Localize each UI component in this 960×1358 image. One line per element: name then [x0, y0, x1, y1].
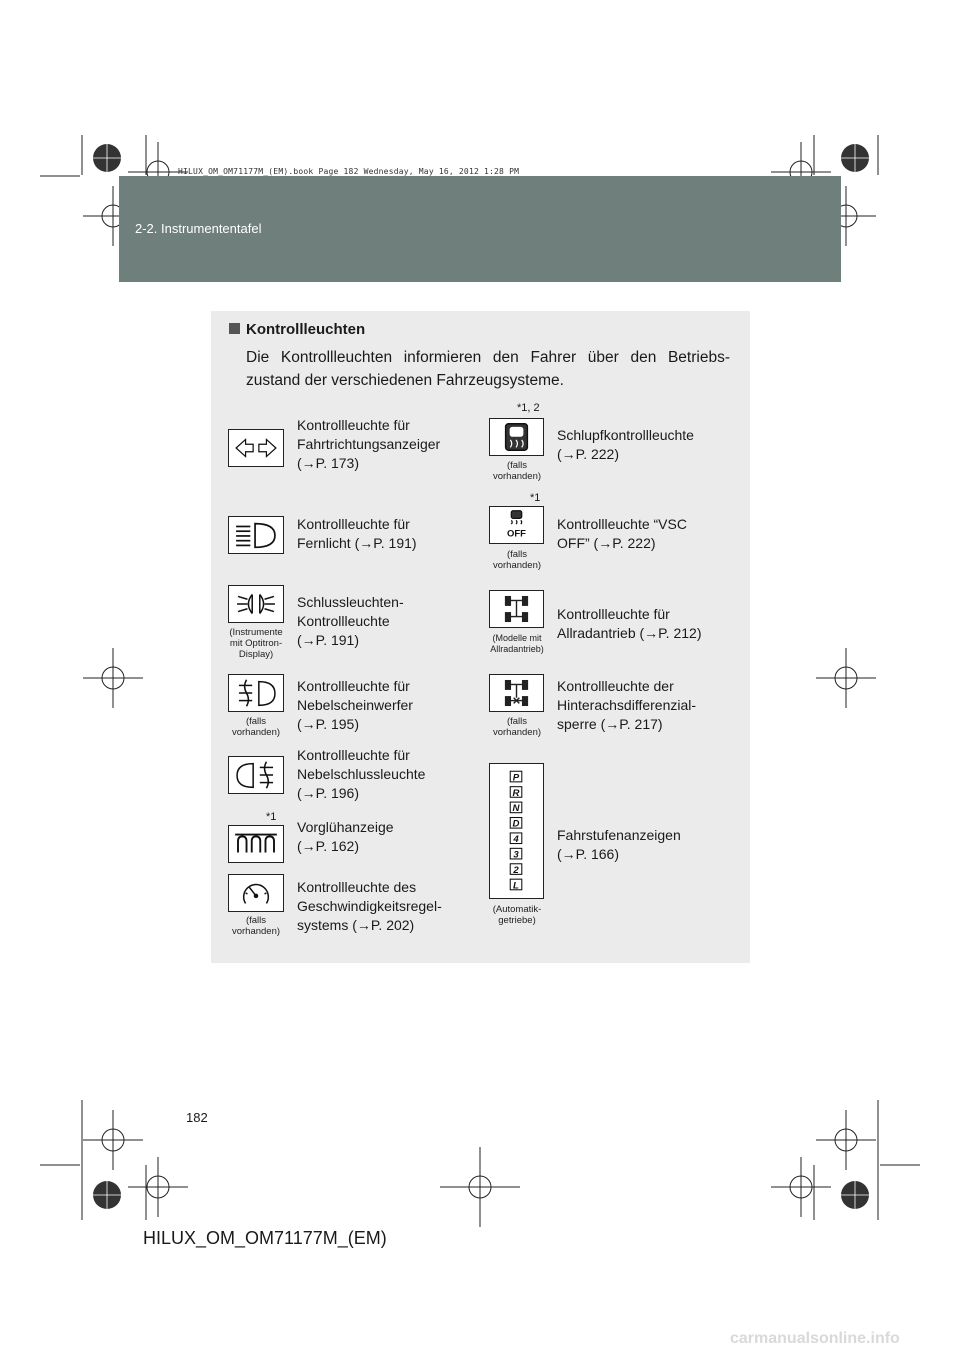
desc-line: Kontrollleuchte der [557, 678, 674, 694]
front-fog-light-indicator-icon [228, 674, 284, 712]
desc-line: (→P. 173) [297, 455, 359, 471]
vsc-off-icon-label: OFF [507, 528, 526, 540]
slip-indicator-icon [489, 418, 544, 456]
right-item-2-desc [557, 515, 687, 553]
left-item-6-desc [297, 818, 394, 856]
left-item-7-desc [297, 878, 442, 935]
desc-line: Kontrollleuchte [297, 613, 390, 629]
right-item-1-note: (falls vorhanden) [492, 460, 542, 482]
tail-light-indicator-icon [228, 585, 284, 623]
desc-line: Schlupfkontrollleuchte [557, 427, 694, 443]
desc-line: OFF” (→P. 222) [557, 535, 656, 551]
left-item-3-desc [297, 593, 404, 650]
gear-2: 2 [513, 864, 519, 876]
left-item-3-note: (Instrumente mit Optitron-Display) [229, 627, 283, 660]
gear-4: 4 [513, 834, 519, 846]
desc-line: Kontrollleuchte des [297, 879, 417, 895]
desc-line: (→P. 166) [557, 846, 619, 862]
desc-line: Schlussleuchten- [297, 594, 404, 610]
desc-line: (→P. 222) [557, 446, 619, 462]
desc-line: Kontrollleuchte “VSC [557, 516, 687, 532]
right-item-3-note: (Modelle mit Allradantrieb) [490, 633, 544, 654]
right-item-3-desc [557, 605, 701, 643]
gear-r: R [512, 787, 520, 799]
desc-line: Hinterachsdifferenzial- [557, 697, 697, 713]
desc-line: Fernlicht (→P. 191) [297, 535, 417, 551]
left-item-1-desc [297, 416, 440, 473]
desc-line: Kontrollleuchte für [297, 417, 410, 433]
right-item-5-note: (Automatik-getriebe) [492, 904, 542, 926]
right-item-4-note: (falls vorhanden) [492, 716, 542, 738]
section-breadcrumb: 2-2. Instrumententafel [135, 221, 262, 236]
right-item-4-desc [557, 677, 696, 734]
desc-line: Kontrollleuchte für [297, 678, 410, 694]
right-item-1-footnote-marker: *1, 2 [517, 402, 540, 414]
glow-plug-indicator-icon [228, 825, 284, 863]
desc-line: Fahrstufenanzeigen [557, 827, 681, 843]
turn-signal-indicator-icon [228, 429, 284, 467]
desc-line: Kontrollleuchte für [297, 747, 410, 763]
rear-differential-lock-indicator-icon [489, 674, 544, 712]
right-item-2-footnote-marker: *1 [530, 492, 541, 504]
desc-line: Allradantrieb (→P. 212) [557, 625, 702, 641]
page-number: 182 [186, 1110, 208, 1125]
rear-fog-light-indicator-icon [228, 756, 284, 794]
gear-n: N [512, 803, 520, 815]
gear-3: 3 [513, 849, 519, 861]
desc-line: Fahrtrichtungsanzeiger [297, 436, 441, 452]
desc-line: Geschwindigkeitsregel- [297, 898, 442, 914]
desc-line: systems (→P. 202) [297, 917, 415, 933]
section-title [229, 321, 365, 338]
vsc-off-indicator-icon [489, 506, 544, 544]
left-item-7-note: (falls vorhanden) [231, 915, 281, 937]
cruise-control-indicator-icon [228, 874, 284, 912]
desc-line: (→P. 196) [297, 785, 359, 801]
desc-line: (→P. 195) [297, 716, 359, 732]
desc-line: Kontrollleuchte für [297, 516, 410, 532]
site-watermark: carmanualsonline.info [730, 1330, 900, 1347]
right-item-2-note: (falls vorhanden) [492, 549, 542, 571]
square-bullet-icon [229, 323, 240, 334]
desc-line: (→P. 162) [297, 838, 359, 854]
gear-d: D [512, 818, 520, 830]
shift-position-indicator-icon [489, 763, 544, 899]
right-item-1-desc [557, 426, 694, 464]
left-item-2-desc [297, 515, 417, 553]
print-info-line: HILUX_OM_OM71177M_(EM).book Page 182 Wednesday, May 16, 2012 1:28 PM [178, 167, 520, 176]
document-code: HILUX_OM_OM71177M_(EM) [143, 1228, 387, 1248]
left-item-4-note: (falls vorhanden) [231, 716, 281, 738]
right-item-5-desc [557, 826, 681, 864]
desc-line: Nebelschlussleuchte [297, 766, 426, 782]
left-item-5-desc [297, 746, 425, 803]
left-item-4-desc [297, 677, 413, 734]
desc-line: Vorglühanzeige [297, 819, 394, 835]
desc-line: (→P. 191) [297, 632, 359, 648]
section-title-text: Kontrollleuchten [246, 321, 366, 338]
left-item-6-footnote-marker: *1 [266, 811, 277, 823]
gear-l: L [513, 880, 519, 892]
desc-line: Kontrollleuchte für [557, 606, 670, 622]
desc-line: Nebelscheinwerfer [297, 697, 413, 713]
high-beam-indicator-icon [228, 516, 284, 554]
gear-p: P [512, 772, 520, 784]
section-intro: Die Kontrollleuchten informieren den Fahrer über den Betriebs-zustand der verschiedenen Fahrzeugsysteme. [246, 349, 730, 389]
desc-line: sperre (→P. 217) [557, 716, 663, 732]
four-wheel-drive-indicator-icon [489, 590, 544, 628]
